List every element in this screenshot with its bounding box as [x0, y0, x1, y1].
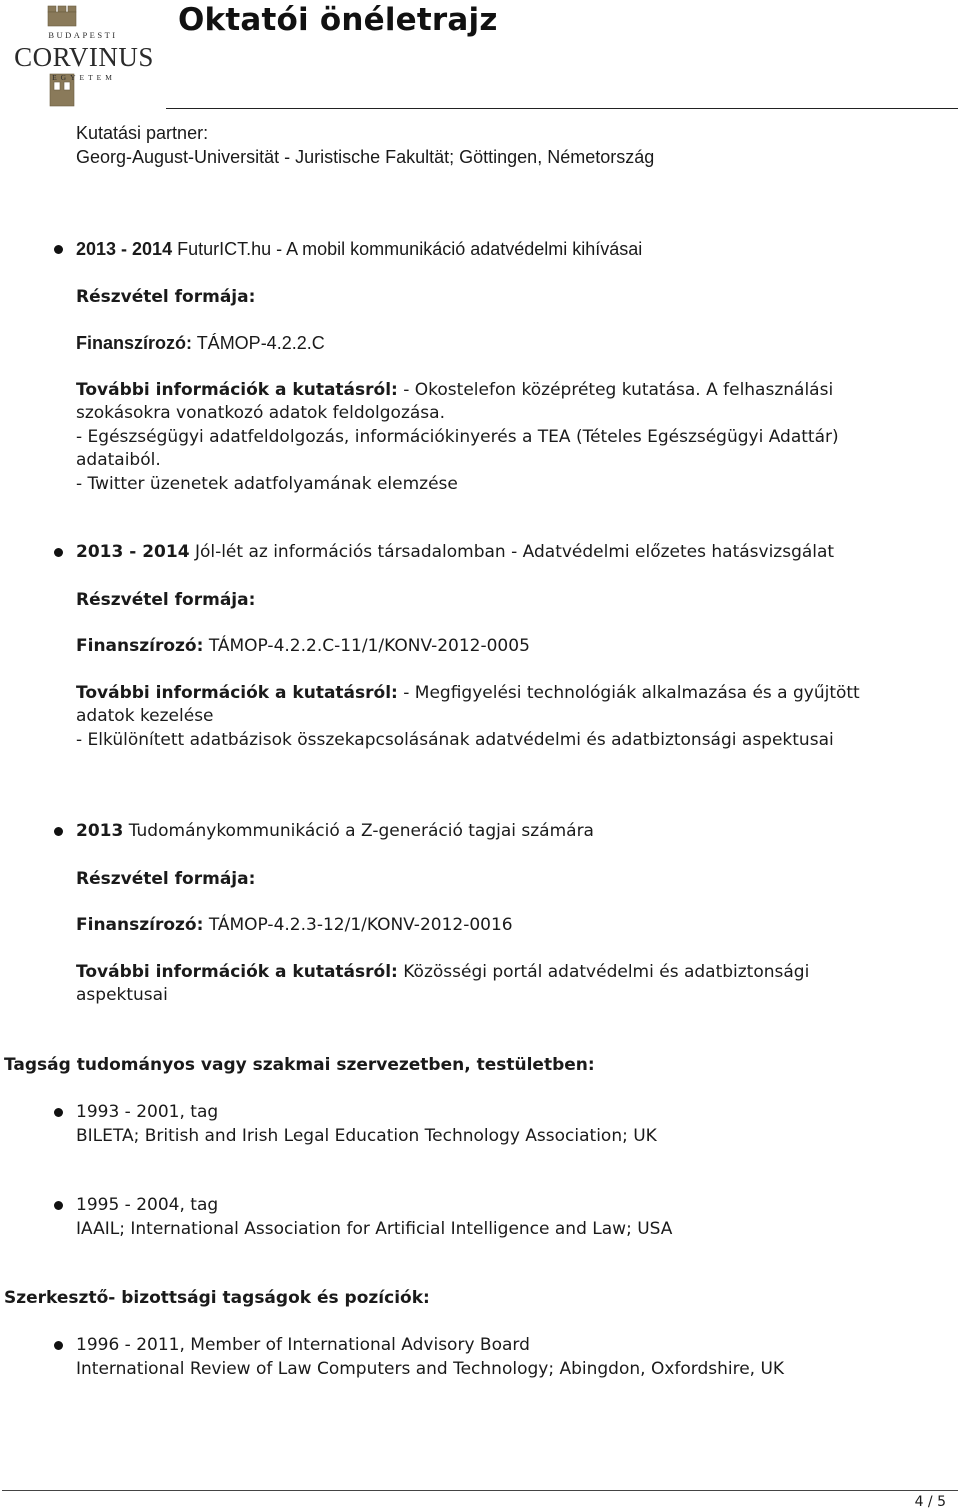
project-title: Tudománykommunikáció a Z-generáció tagjai számára [128, 821, 594, 841]
info-label: További információk a kutatásról: [76, 379, 398, 400]
membership-item [76, 1194, 940, 1241]
funder-label: Finanszírozó: [76, 636, 204, 656]
info-text: Közösségi portál adatvédelmi és adatbiztonsági [403, 961, 810, 982]
info-line: aspektusai [76, 985, 168, 1005]
project-years: 2013 [76, 821, 124, 841]
editorial-heading: Szerkesztő- bizottsági tagságok és pozíciók: [4, 1288, 430, 1308]
info-label: További információk a kutatásról: [76, 682, 398, 703]
bullet-icon [54, 827, 63, 836]
membership-period: 1995 - 2004, tag [76, 1195, 219, 1215]
membership-organization: IAAIL; International Association for Artificial Intelligence and Law; USA [76, 1218, 673, 1239]
project-item [76, 820, 940, 1008]
corvinus-logo [4, 4, 164, 108]
info-line: adataiból. [76, 450, 161, 470]
page-header [0, 0, 960, 112]
editorial-item [76, 1334, 940, 1381]
membership-organization: BILETA; British and Irish Legal Education Technology Association; UK [76, 1125, 657, 1146]
bullet-icon [54, 245, 63, 254]
project-years: 2013 - 2014 [76, 542, 190, 562]
info-line: szokásokra vonatkozó adatok feldolgozása. [76, 403, 445, 423]
participation-label: Részvétel formája: [76, 286, 256, 307]
membership-item [76, 1101, 940, 1148]
project-title: FuturICT.hu - A mobil kommunikáció adatvédelmi kihívásai [177, 239, 643, 259]
svg-text:EGYETEM: EGYETEM [52, 73, 116, 82]
footer-divider [2, 1490, 958, 1491]
info-line: adatok kezelése [76, 706, 214, 726]
research-partner [76, 122, 940, 169]
header-divider [166, 108, 958, 109]
page-title: Oktatói önéletrajz [178, 2, 498, 38]
funder-value: TÁMOP-4.2.2.C-11/1/KONV-2012-0005 [208, 636, 530, 656]
bullet-icon [54, 1108, 63, 1117]
svg-text:BUDAPESTI: BUDAPESTI [48, 30, 118, 40]
membership-period: 1993 - 2001, tag [76, 1102, 219, 1122]
editorial-position: 1996 - 2011, Member of International Advisory Board [76, 1335, 530, 1355]
project-item [76, 238, 940, 496]
info-line: - Twitter üzenetek adatfolyamának elemzése [76, 473, 458, 494]
info-text: - Okostelefon középréteg kutatása. A felhasználási [403, 379, 834, 400]
funder-label: Finanszírozó: [76, 915, 204, 935]
info-line: - Egészségügyi adatfeldolgozás, információkinyerés a TEA (Tételes Egészségügyi Adattár) [76, 426, 839, 447]
info-text: - Megfigyelési technológiák alkalmazása és a gyűjtött [403, 682, 860, 703]
editorial-journal: International Review of Law Computers and Technology; Abingdon, Oxfordshire, UK [76, 1358, 785, 1379]
partner-label: Kutatási partner: [76, 123, 209, 143]
info-line: - Elkülönített adatbázisok összekapcsolásának adatvédelmi és adatbiztonsági aspektusai [76, 729, 834, 750]
participation-label: Részvétel formája: [76, 868, 256, 889]
svg-text:CORVINUS: CORVINUS [14, 42, 154, 72]
page-number: 4 / 5 [914, 1494, 946, 1510]
funder-value: TÁMOP-4.2.2.C [196, 333, 325, 353]
membership-heading: Tagság tudományos vagy szakmai szervezetben, testületben: [4, 1055, 595, 1075]
bullet-icon [54, 1201, 63, 1210]
project-years: 2013 - 2014 [76, 239, 173, 259]
bullet-icon [54, 548, 63, 557]
bullet-icon [54, 1341, 63, 1350]
project-item [76, 541, 940, 752]
project-title: Jól-lét az információs társadalomban - Adatvédelmi előzetes hatásvizsgálat [194, 542, 835, 562]
participation-label: Részvétel formája: [76, 589, 256, 610]
funder-label: Finanszírozó: [76, 333, 192, 353]
info-label: További információk a kutatásról: [76, 961, 398, 982]
funder-value: TÁMOP-4.2.3-12/1/KONV-2012-0016 [208, 915, 513, 935]
partner-value: Georg-August-Universität - Juristische Fakultät; Göttingen, Németország [76, 146, 655, 167]
